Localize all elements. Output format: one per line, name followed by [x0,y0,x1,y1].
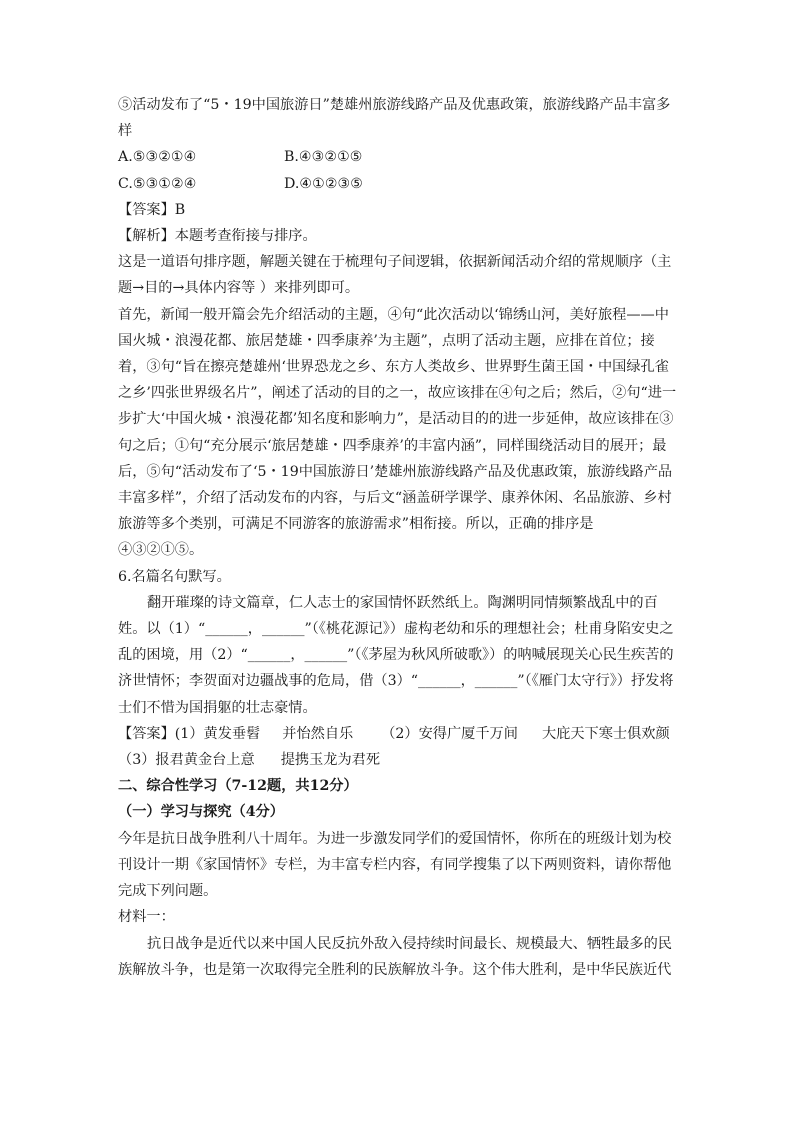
q6-answer-line-2 [118,747,678,773]
q6-answer-1b: 并怡然自乐 [282,725,354,742]
q5-answer: 【答案】B [118,201,186,218]
q6-answer-2b: 大庇天下寒士俱欢颜 [541,725,670,742]
q5-analysis-paragraph-2: 首先，新闻一般开篇会先介绍活动的主题，④句“此次活动以‘锦绣山河，美好旅程——中国火城・浪漫花都、旅居楚雄・四季康养’为主题”，点明了活动主题，应排在首位；接着，③句“旨在擦亮楚雄州‘世界恐龙之乡、东方人类故乡、世界野生菌王国・中国绿孔雀之乡’四张世界级名片”，阐述了活动的目的之一，故应该排在④句之后；然后，②句“进一步扩大‘中国火城・浪漫花都’知名度和影响力”，是活动目的的进一步延伸，故应该排在③句之后；①句“充分展示‘旅居楚雄・四季康养’的丰富内涵”，同样围绕活动目的展开；最后，⑤句“活动发布了‘5・19中国旅游日’楚雄州旅游线路产品及优惠政策，旅游线路产品丰富多样”，介绍了活动发布的内容，与后文“涵盖研学课学、康养休闲、名品旅游、乡村旅游等多个类别，可满足不同游客的旅游需求”相衔接。所以，正确的排序是④③②①⑤。 [118,306,677,559]
q6-answer [118,721,678,747]
option-c: C.⑤③①②④ [118,175,197,192]
q5-options-row-1 [118,144,678,170]
section-2-intro: 今年是抗日战争胜利八十周年。为进一步激发同学们的爱国情怀，你所在的班级计划为校刊设计一期《家国情怀》专栏，为丰富专栏内容，有同学搜集了以下两则资料，请你帮他完成下列问题。 [118,830,672,900]
q5-item-5: ⑤活动发布了“5・19中国旅游日”楚雄州旅游线路产品及优惠政策，旅游线路产品丰富多样 [118,97,671,140]
q5-analysis-paragraph-1: 这是一道语句排序题，解题关键在于梳理句子间逻辑，依据新闻活动介绍的常规顺序（主题→目的→具体内容等 ）来排列即可。 [118,254,672,297]
option-b: B.④③②①⑤ [284,149,363,166]
q6-answer-3a: （3）报君黄金台上意 [118,752,255,769]
option-d: D.④①②③⑤ [284,175,363,192]
q6-answer-lead: 【答案】 [118,725,175,742]
q6-body: 翻开璀璨的诗文篇章，仁人志士的家国情怀跃然纸上。陶渊明同情频繁战乱中的百姓。以（1）“______，______”（《桃花源记》）虚构老幼和乐的理想社会；杜甫身陷安史之乱的困境，用（2）“______，______”（《茅屋为秋风所破歌》）的呐喊展现关心民生疾苦的济世情怀；李贺面对边疆战事的危局，借（3）“______，______”（《雁门太守行》）抒发将士们不惜为国捐躯的壮志豪情。 [118,594,674,716]
q6-title: 6.名篇名句默写。 [118,568,231,585]
section-2-title: 二、综合性学习（7-12题，共12分） [118,778,358,795]
document-content [118,92,678,983]
q5-options-row-2 [118,171,678,197]
section-2-sub-1: （一）学习与探究（4分） [118,804,284,821]
q6-answer-3b: 提携玉龙为君死 [280,752,381,769]
material-1-text: 抗日战争是近代以来中国人民反抗外敌入侵持续时间最长、规模最大、牺牲最多的民族解放斗争，也是第一次取得完全胜利的民族解放斗争。这个伟大胜利，是中华民族近代 [118,935,672,978]
q6-answer-2a: （2）安得广厦千万间 [381,725,518,742]
q5-analysis-lead: 【解析】本题考查衔接与排序。 [118,228,317,245]
q6-answer-1a: (1）黄发垂髫 [174,725,261,742]
option-a: A.⑤③②①④ [118,149,197,166]
material-1-label: 材料一： [118,909,175,926]
